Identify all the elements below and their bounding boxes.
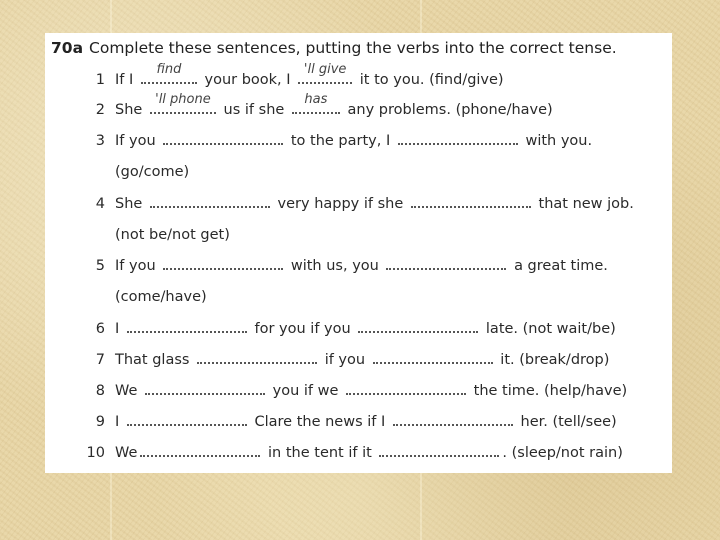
sentence-text: you if we [272,383,339,399]
handwritten-answer: has [304,92,328,107]
item-number: 7 [95,352,105,368]
sentence-text: that new job. [538,196,634,212]
answer-blank[interactable] [127,413,247,426]
item-number: 10 [86,445,105,461]
item-number: 6 [95,321,105,337]
sentence-text: with us, you [290,258,379,274]
answer-blank[interactable] [140,444,260,457]
sentence-text: a great time. [514,258,608,274]
sentence-text: We [115,445,138,461]
answer-blank[interactable] [373,351,493,364]
item-number: 2 [95,102,105,118]
item-number: 3 [95,133,105,149]
exercise-card [45,33,672,473]
sentence-text: her. (tell/see) [520,414,617,430]
answer-blank[interactable] [393,413,513,426]
sentence-text: us if she [223,102,285,118]
answer-blank[interactable] [197,351,317,364]
sentence-text: it to you. (find/give) [359,72,504,88]
item-number: 8 [95,383,105,399]
verb-hint: (not be/not get) [115,227,230,243]
sentence-text: the time. (help/have) [473,383,628,399]
sentence-text: I [115,414,120,430]
sentence-text: in the tent if it [268,445,372,461]
exercise-instruction: Complete these sentences, putting the verbs into the correct tense. [89,39,617,57]
sentence-text: I [115,321,120,337]
answer-blank[interactable] [398,132,518,145]
answer-blank[interactable] [346,382,466,395]
verb-hint: (come/have) [115,289,207,305]
handwritten-answer: 'll phone [155,92,211,107]
item-number: 9 [95,414,105,430]
exercise-number: 70a [51,39,84,57]
sentence-text: it. (break/drop) [500,352,610,368]
answer-blank[interactable] [298,62,352,84]
sentence-text: She [115,102,143,118]
sentence-text: late. (not wait/be) [485,321,616,337]
item-number: 5 [95,258,105,274]
sentence-text: with you. [525,133,593,149]
exercise-title [51,39,617,57]
sentence-text: That glass [115,352,190,368]
sentence-text: She [115,196,143,212]
answer-blank[interactable] [150,92,216,114]
answer-blank[interactable] [163,257,283,270]
answer-blank[interactable] [141,62,197,84]
sentence-text: Clare the news if I [254,414,386,430]
sentence-text: If you [115,258,156,274]
handwritten-answer: 'll give [303,62,347,77]
answer-blank[interactable] [292,92,340,114]
sentence-text: for you if you [254,321,351,337]
answer-blank[interactable] [163,132,283,145]
answer-blank[interactable] [127,320,247,333]
sentence-text: to the party, I [290,133,391,149]
handwritten-answer: find [156,62,182,77]
item-number: 4 [95,196,105,212]
sentence-text: . (sleep/not rain) [502,445,623,461]
answer-blank[interactable] [411,195,531,208]
answer-blank[interactable] [379,444,499,457]
sentence-text: your book, I [204,72,291,88]
item-number: 1 [95,72,105,88]
sentence-text: We [115,383,138,399]
answer-blank[interactable] [150,195,270,208]
answer-blank[interactable] [358,320,478,333]
sentence-text: If I [115,72,134,88]
answer-blank[interactable] [145,382,265,395]
sentence-text: If you [115,133,156,149]
sentence-text: any problems. (phone/have) [347,102,553,118]
sentence-text: very happy if she [277,196,404,212]
sentence-text: if you [324,352,366,368]
verb-hint: (go/come) [115,164,190,180]
answer-blank[interactable] [386,257,506,270]
